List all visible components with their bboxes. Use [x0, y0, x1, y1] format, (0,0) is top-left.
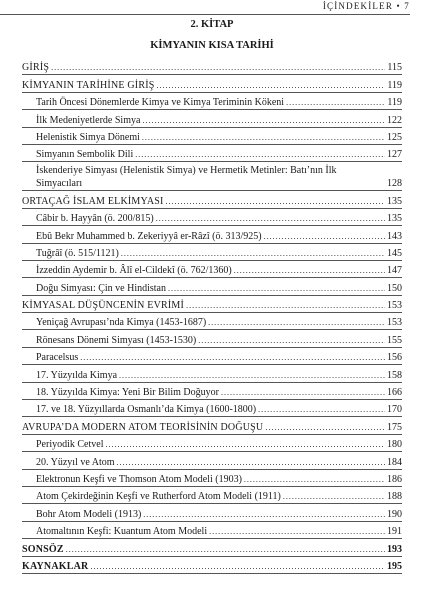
dot-leader: [106, 439, 386, 451]
toc-entry-label: KİMYASAL DÜŞÜNCENİN EVRİMİ: [22, 300, 185, 312]
running-head-page-number: 7: [404, 1, 410, 11]
toc-entry-page: 186: [387, 473, 402, 485]
toc-entry-label: GİRİŞ: [22, 62, 50, 74]
toc-entry[interactable]: [22, 145, 402, 162]
toc-section[interactable]: [22, 191, 402, 208]
dot-leader: [90, 561, 385, 573]
toc-entry-page: 195: [387, 560, 402, 572]
toc-entry-page: 143: [387, 230, 402, 242]
toc-entry-page: 158: [387, 369, 402, 381]
dot-leader: [119, 370, 385, 382]
toc-entry-page: 145: [387, 247, 402, 259]
toc-entry-page: 170: [387, 404, 402, 416]
toc-entry-label: Helenistik Simya Dönemi: [36, 131, 140, 143]
toc-entry-label: Bohr Atom Modeli (1913): [36, 508, 142, 520]
toc-entry-page: 166: [387, 387, 402, 399]
toc-entry-page: 125: [387, 131, 402, 143]
toc-section[interactable]: [22, 296, 402, 313]
dot-leader: [209, 526, 385, 538]
dot-leader: [135, 149, 385, 161]
toc-entry[interactable]: [22, 487, 402, 504]
toc-entry-label: Câbir b. Hayyân (ö. 200/815): [36, 213, 154, 225]
toc-entry-label: KAYNAKLAR: [22, 560, 89, 572]
dot-leader: [264, 231, 385, 243]
toc-entry[interactable]: [22, 383, 402, 400]
toc-entry[interactable]: [22, 261, 402, 278]
dot-leader: [121, 248, 385, 260]
toc-entry-page: 153: [387, 300, 402, 312]
toc-section[interactable]: [22, 539, 402, 556]
toc-entry-page: 135: [387, 195, 402, 207]
table-of-contents: [22, 58, 402, 574]
toc-entry-page: 191: [387, 526, 402, 538]
toc-entry-label: Periyodik Cetvel: [36, 439, 104, 451]
toc-entry-label: İskenderiye Simyası (Helenistik Simya) ve Hermetik Metinler: Batı’nın İlk Simyacıları: [36, 165, 337, 190]
toc-entry[interactable]: [22, 470, 402, 487]
toc-entry[interactable]: [22, 348, 402, 365]
toc-entry[interactable]: [22, 452, 402, 469]
toc-entry-label: 17. ve 18. Yüzyıllarda Osmanlı’da Kimya (1600-1800): [36, 404, 257, 416]
toc-entry[interactable]: [22, 504, 402, 521]
toc-entry-label: Paracelsus: [36, 352, 79, 364]
toc-entry-label: AVRUPA’DA MODERN ATOM TEORİSİNİN DOĞUŞU: [22, 421, 264, 433]
dot-leader: [51, 62, 385, 74]
toc-entry[interactable]: [22, 400, 402, 417]
toc-entry-label: 17. Yüzyılda Kimya: [36, 369, 118, 381]
toc-entry[interactable]: [22, 226, 402, 243]
dot-leader: [80, 352, 385, 364]
toc-entry[interactable]: [22, 110, 402, 127]
toc-entry-label: Tuğrâî (ö. 515/1121): [36, 247, 119, 259]
toc-entry-label: Tarih Öncesi Dönemlerde Kimya ve Kimya Teriminin Kökeni: [36, 97, 285, 109]
toc-entry-page: 155: [387, 334, 402, 346]
toc-entry-page: 156: [387, 352, 402, 364]
dot-leader: [142, 132, 385, 144]
dot-leader: [286, 97, 385, 109]
toc-entry[interactable]: [22, 209, 402, 226]
toc-entry-label: ORTAÇAĞ İSLAM ELKİMYASI: [22, 195, 164, 207]
running-head-separator: •: [396, 1, 401, 11]
dot-leader: [66, 544, 385, 556]
toc-entry[interactable]: [22, 93, 402, 110]
toc-entry-label: KİMYANIN TARİHİNE GİRİŞ: [22, 79, 155, 91]
toc-entry[interactable]: [22, 162, 402, 191]
toc-entry-page: 119: [387, 97, 402, 109]
toc-entry-page: 175: [387, 421, 402, 433]
toc-entry-label: Yeniçağ Avrupası’nda Kimya (1453-1687): [36, 317, 207, 329]
toc-entry-page: 184: [387, 456, 402, 468]
toc-entry-label: SONSÖZ: [22, 543, 64, 555]
toc-entry-page: 122: [387, 114, 402, 126]
toc-entry-page: 188: [387, 491, 402, 503]
toc-entry-label: Atomaltının Keşfi: Kuantum Atom Modeli: [36, 526, 208, 538]
toc-entry[interactable]: [22, 435, 402, 452]
toc-entry-label: Elektronun Keşfi ve Thomson Atom Modeli (1903): [36, 473, 242, 485]
toc-entry-label: Doğu Simyası: Çin ve Hindistan: [36, 282, 166, 294]
toc-entry-page: 150: [387, 282, 402, 294]
dot-leader: [283, 491, 385, 503]
dot-leader: [265, 422, 385, 434]
dot-leader: [186, 300, 385, 312]
toc-entry[interactable]: [22, 313, 402, 330]
dot-leader: [166, 196, 385, 208]
toc-entry-label: İlk Medeniyetlerde Simya: [36, 114, 141, 126]
running-head-title: İÇİNDEKİLER: [322, 1, 394, 11]
toc-entry-label: İzzeddin Aydemir b. Âlî el-Cildekî (ö. 762/1360): [36, 265, 232, 277]
toc-entry-page: 119: [387, 79, 402, 91]
toc-entry-label: Simyanın Sembolik Dili: [36, 149, 134, 161]
running-head: [0, 0, 410, 15]
dot-leader: [198, 335, 385, 347]
toc-entry-label: Ebû Bekr Muhammed b. Zekeriyyâ er-Râzî (ö. 313/925): [36, 230, 262, 242]
toc-entry[interactable]: [22, 278, 402, 295]
dot-leader: [168, 283, 385, 295]
toc-section[interactable]: [22, 75, 402, 92]
toc-entry-page: 147: [387, 265, 402, 277]
toc-entry-page: 153: [387, 317, 402, 329]
toc-entry-label: 18. Yüzyılda Kimya: Yeni Bir Bilim Doğuyor: [36, 387, 219, 399]
toc-entry-page: 128: [387, 178, 402, 190]
dot-leader: [142, 115, 385, 127]
toc-entry-page: 190: [387, 508, 402, 520]
toc-section[interactable]: [22, 557, 402, 574]
dot-leader: [156, 213, 385, 225]
dot-leader: [157, 80, 386, 92]
toc-section[interactable]: [22, 417, 402, 434]
dot-leader: [258, 404, 385, 416]
dot-leader: [221, 387, 385, 399]
toc-entry-page: 180: [387, 439, 402, 451]
toc-entry-label: Rönesans Dönemi Simyası (1453-1530): [36, 334, 197, 346]
toc-entry-page: 115: [387, 62, 402, 74]
dot-leader: [244, 474, 385, 486]
toc-entry[interactable]: [22, 365, 402, 382]
toc-entry[interactable]: [22, 128, 402, 145]
dot-leader: [234, 265, 385, 277]
dot-leader: [143, 509, 385, 521]
dot-leader: [117, 457, 385, 469]
book-number: 2. KİTAP: [190, 19, 234, 30]
book-title: KİMYANIN KISA TARİHİ: [150, 40, 274, 51]
toc-entry-label: Atom Çekirdeğinin Keşfi ve Rutherford Atom Modeli (1911): [36, 491, 281, 503]
toc-entry-page: 135: [387, 213, 402, 225]
toc-entry[interactable]: [22, 522, 402, 539]
toc-entry-label: 20. Yüzyıl ve Atom: [36, 456, 115, 468]
toc-entry[interactable]: [22, 244, 402, 261]
toc-section[interactable]: [22, 58, 402, 75]
toc-entry[interactable]: [22, 330, 402, 347]
toc-entry-page: 193: [387, 543, 402, 555]
dot-leader: [208, 317, 385, 329]
toc-entry-page: 127: [387, 149, 402, 161]
